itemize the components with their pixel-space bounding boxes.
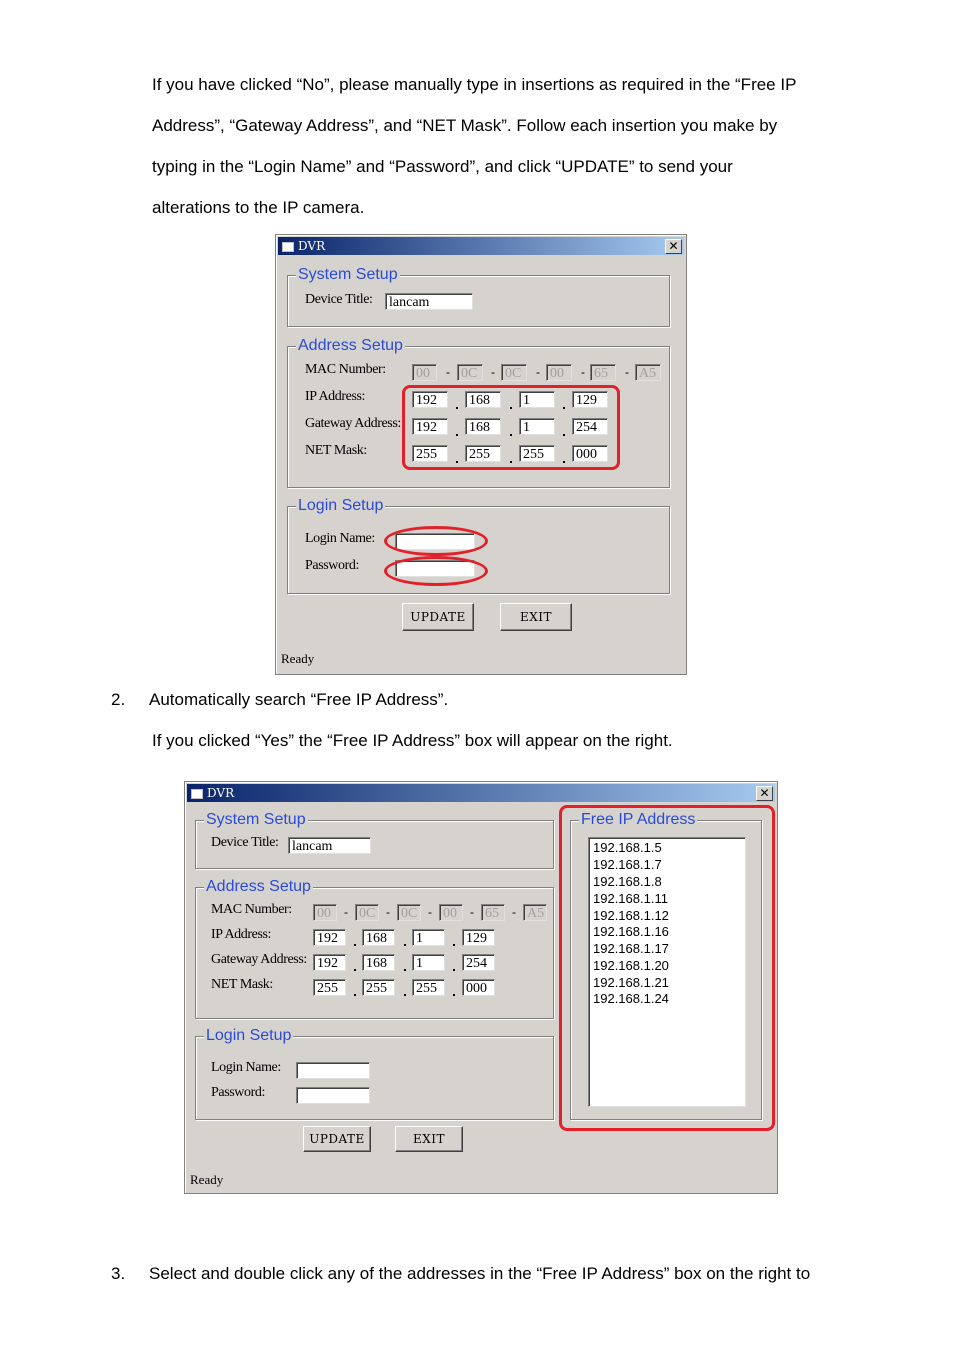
- ip-dot: [354, 944, 356, 946]
- ip-octet-input[interactable]: 192: [313, 929, 346, 946]
- mac-separator: -: [512, 905, 516, 919]
- ip-octet-input[interactable]: 192: [412, 391, 448, 408]
- mac-octet-input: 65: [590, 364, 616, 381]
- netmask-octet-input[interactable]: 000: [462, 979, 495, 996]
- gateway-octet-input[interactable]: 254: [462, 954, 495, 971]
- status-text: Ready: [281, 651, 315, 666]
- gateway-octet-input[interactable]: 254: [572, 418, 608, 435]
- netmask-octet-input[interactable]: 255: [412, 979, 445, 996]
- ip-octet-input[interactable]: 168: [465, 391, 501, 408]
- netmask-dot: [404, 994, 406, 996]
- login-setup-group: [287, 497, 670, 594]
- netmask-dot: [453, 994, 455, 996]
- group-legend: Address Setup: [298, 337, 403, 354]
- close-icon[interactable]: ✕: [665, 239, 682, 254]
- group-legend: Login Setup: [298, 497, 384, 514]
- step-description: Select and double click any of the addresses in the “Free IP Address” box on the right to: [149, 1264, 811, 1283]
- netmask-octet-input[interactable]: 255: [519, 445, 555, 462]
- mac-number-label: MAC Number:: [211, 902, 292, 917]
- netmask-octet-input[interactable]: 255: [412, 445, 448, 462]
- free-ip-list-item[interactable]: 192.168.1.21: [593, 975, 669, 990]
- mac-separator: -: [536, 365, 540, 379]
- mac-octet-input: A5: [635, 364, 661, 381]
- gateway-dot: [354, 969, 356, 971]
- intro-line: alterations to the IP camera.: [152, 198, 365, 217]
- login-setup-group: [195, 1027, 554, 1120]
- mac-octet-input: A5: [523, 904, 547, 921]
- step-2-description: If you clicked “Yes” the “Free IP Address” box will appear on the right.: [152, 731, 673, 750]
- ip-octet-input[interactable]: 129: [462, 929, 495, 946]
- ip-octet-input[interactable]: 1: [412, 929, 445, 946]
- dvr-window-manual: [275, 234, 687, 675]
- window-icon: [191, 789, 203, 799]
- step-2-text: [152, 720, 872, 761]
- window-title: DVR: [298, 239, 326, 253]
- update-button[interactable]: UPDATE: [303, 1126, 371, 1152]
- mac-octet-input: 00: [313, 904, 337, 921]
- ip-octet-input[interactable]: 1: [519, 391, 555, 408]
- device-title-label: Device Title:: [305, 292, 373, 307]
- address-setup-group: [195, 878, 554, 1019]
- mac-separator: -: [428, 905, 432, 919]
- window-title: DVR: [207, 786, 235, 800]
- password-label: Password:: [211, 1085, 265, 1100]
- netmask-dot: [354, 994, 356, 996]
- net-mask-label: NET Mask:: [211, 977, 273, 992]
- password-label: Password:: [305, 558, 359, 573]
- ip-octet-input[interactable]: 129: [572, 391, 608, 408]
- password-input[interactable]: [296, 1087, 370, 1104]
- mac-octet-input: 0C: [397, 904, 421, 921]
- netmask-octet-input[interactable]: 000: [572, 445, 608, 462]
- step-heading: Automatically search “Free IP Address”.: [149, 690, 449, 709]
- update-button[interactable]: UPDATE: [402, 603, 474, 631]
- dvr-window-free-ip: [184, 781, 778, 1194]
- intro-paragraph: [152, 64, 872, 228]
- login-name-label: Login Name:: [211, 1060, 281, 1075]
- exit-button[interactable]: EXIT: [500, 603, 572, 631]
- free-ip-list-item[interactable]: 192.168.1.16: [593, 924, 669, 939]
- mac-number-label: MAC Number:: [305, 362, 386, 377]
- step-number: 2.: [111, 690, 126, 709]
- window-icon: [282, 242, 294, 252]
- mac-separator: -: [581, 365, 585, 379]
- device-title-label: Device Title:: [211, 835, 279, 850]
- free-ip-list-item[interactable]: 192.168.1.24: [593, 991, 669, 1006]
- gateway-octet-input[interactable]: 1: [519, 418, 555, 435]
- login-name-input[interactable]: [296, 1062, 370, 1079]
- gateway-octet-input[interactable]: 192: [412, 418, 448, 435]
- login-name-highlight: [384, 526, 488, 556]
- title-bar[interactable]: [187, 784, 775, 802]
- gateway-address-label: Gateway Address:: [211, 952, 307, 967]
- gateway-octet-input[interactable]: 168: [362, 954, 395, 971]
- intro-line: If you have clicked “No”, please manually type in insertions as required in the “Free IP: [152, 75, 797, 94]
- netmask-octet-input[interactable]: 255: [465, 445, 501, 462]
- net-mask-label: NET Mask:: [305, 443, 367, 458]
- group-legend: Free IP Address: [581, 811, 696, 828]
- intro-line: Address”, “Gateway Address”, and “NET Mask”. Follow each insertion you make by: [152, 116, 778, 135]
- netmask-octet-input[interactable]: 255: [362, 979, 395, 996]
- mac-octet-input: 0C: [457, 364, 483, 381]
- free-ip-list-item[interactable]: 192.168.1.7: [593, 857, 662, 872]
- ip-dot: [453, 944, 455, 946]
- close-icon[interactable]: ✕: [756, 786, 773, 801]
- mac-separator: -: [386, 905, 390, 919]
- address-highlight-box: [402, 385, 620, 470]
- system-setup-group: [287, 266, 670, 327]
- mac-separator: -: [446, 365, 450, 379]
- group-legend: Login Setup: [206, 1027, 292, 1044]
- device-title-input[interactable]: lancam: [385, 293, 473, 310]
- gateway-octet-input[interactable]: 168: [465, 418, 501, 435]
- free-ip-list-item[interactable]: 192.168.1.12: [593, 908, 669, 923]
- step-number: 3.: [111, 1264, 126, 1283]
- gateway-address-label: Gateway Address:: [305, 416, 401, 431]
- mac-separator: -: [344, 905, 348, 919]
- gateway-dot: [404, 969, 406, 971]
- mac-octet-input: 00: [412, 364, 437, 381]
- free-ip-list-item[interactable]: 192.168.1.5: [593, 840, 662, 855]
- step-2-heading: [111, 690, 871, 712]
- free-ip-highlight-box: [559, 805, 775, 1131]
- ip-octet-input[interactable]: 168: [362, 929, 395, 946]
- mac-separator: -: [491, 365, 495, 379]
- free-ip-list-item[interactable]: 192.168.1.8: [593, 874, 662, 889]
- mac-separator: -: [470, 905, 474, 919]
- group-legend: Address Setup: [206, 878, 311, 895]
- password-highlight: [384, 556, 488, 586]
- status-text: Ready: [190, 1172, 224, 1187]
- group-legend: System Setup: [206, 811, 306, 828]
- mac-separator: -: [625, 365, 629, 379]
- gateway-octet-input[interactable]: 192: [313, 954, 346, 971]
- title-bar[interactable]: [278, 237, 684, 255]
- step-3-text: [111, 1264, 911, 1286]
- login-name-label: Login Name:: [305, 531, 375, 546]
- gateway-dot: [453, 969, 455, 971]
- mac-octet-input: 65: [481, 904, 505, 921]
- device-title-input[interactable]: lancam: [288, 837, 371, 854]
- ip-dot: [404, 944, 406, 946]
- ip-address-label: IP Address:: [305, 389, 366, 404]
- exit-button[interactable]: EXIT: [395, 1126, 463, 1152]
- group-legend: System Setup: [298, 266, 398, 283]
- mac-octet-input: 00: [546, 364, 572, 381]
- system-setup-group: [195, 811, 554, 869]
- mac-octet-input: 0C: [501, 364, 527, 381]
- ip-address-label: IP Address:: [211, 927, 272, 942]
- netmask-octet-input[interactable]: 255: [313, 979, 346, 996]
- free-ip-list-item[interactable]: 192.168.1.11: [593, 891, 668, 906]
- intro-line: typing in the “Login Name” and “Password”, and click “UPDATE” to send your: [152, 157, 733, 176]
- mac-octet-input: 00: [439, 904, 463, 921]
- free-ip-list-item[interactable]: 192.168.1.17: [593, 941, 669, 956]
- gateway-octet-input[interactable]: 1: [412, 954, 445, 971]
- free-ip-list-item[interactable]: 192.168.1.20: [593, 958, 669, 973]
- mac-octet-input: 0C: [355, 904, 379, 921]
